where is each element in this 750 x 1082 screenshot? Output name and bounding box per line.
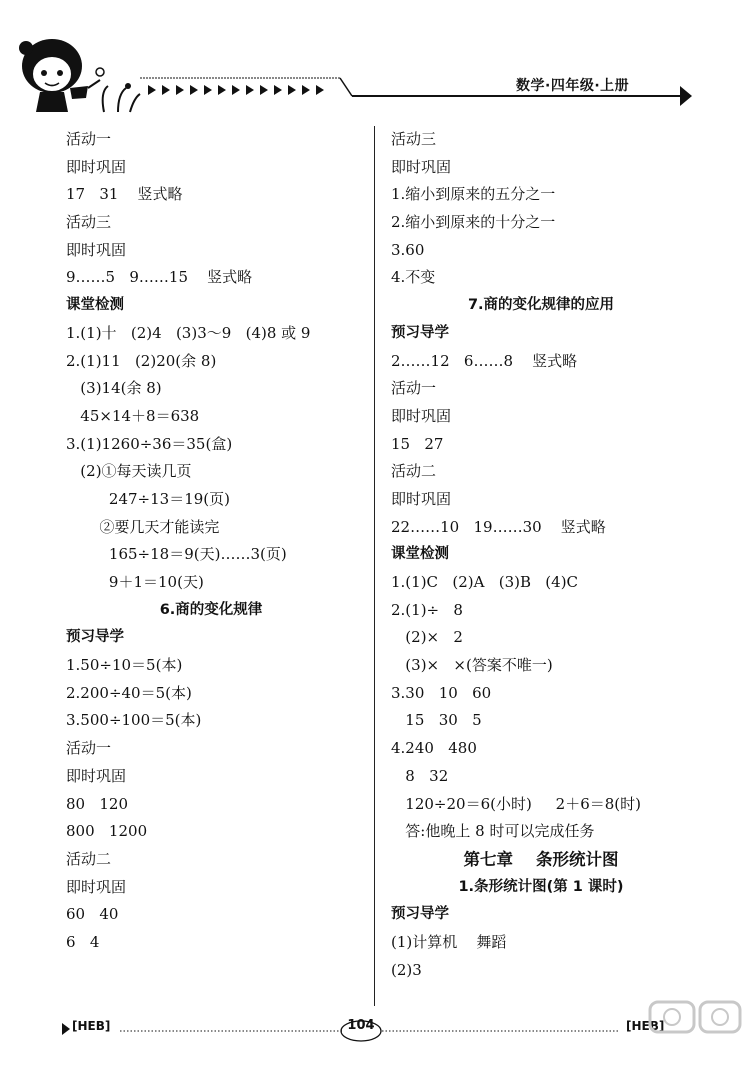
left-line-28: 60 40: [66, 905, 119, 924]
right-line-20: 3.30 10 60: [391, 683, 492, 702]
left-line-14: ②要几天才能读完: [66, 517, 220, 536]
right-line-23: 8 32: [391, 766, 449, 785]
left-line-27: 即时巩固: [66, 877, 127, 896]
right-line-4: 3.60: [391, 240, 425, 259]
right-line-6: 7.商的变化规律的应用: [467, 297, 615, 314]
right-line-21: 15 30 5: [391, 711, 482, 730]
right-line-15: 课堂检测: [391, 546, 449, 563]
right-line-5: 4.不变: [391, 268, 436, 287]
right-line-3: 2.缩小到原来的十分之一: [391, 213, 556, 232]
page-number: 104: [347, 1018, 375, 1033]
footer-right-code: [HEB]: [626, 1019, 665, 1033]
left-line-10: 45×14＋8＝638: [66, 406, 200, 425]
right-line-25: 答:他晚上 8 时可以完成任务: [391, 822, 595, 841]
right-line-9: 活动一: [391, 379, 437, 398]
right-line-8: 2……12 6……8 竖式略: [391, 351, 578, 370]
left-line-3: 活动三: [66, 213, 112, 232]
footer-left-code: [HEB]: [72, 1019, 111, 1033]
left-line-0: 活动一: [66, 130, 112, 148]
left-line-16: 9＋1＝10(天): [66, 573, 204, 591]
left-column: [66, 126, 356, 957]
right-line-16: 1.(1)C (2)A (3)B (4)C: [391, 573, 579, 591]
right-line-14: 22……10 19……30 竖式略: [391, 517, 606, 536]
left-line-23: 即时巩固: [66, 766, 127, 785]
right-line-19: (3)× ×(答案不唯一): [391, 656, 553, 675]
left-line-26: 活动二: [66, 849, 112, 868]
left-line-2: 17 31 竖式略: [66, 185, 183, 204]
left-line-15: 165÷18＝9(天)……3(页): [66, 545, 287, 564]
right-line-27: 1.条形统计图(第 1 课时): [458, 878, 624, 895]
left-line-19: 1.50÷10＝5(本): [66, 656, 183, 675]
right-line-10: 即时巩固: [391, 406, 452, 425]
left-line-9: (3)14(余 8): [66, 379, 162, 398]
left-line-17: 6.商的变化规律: [159, 601, 263, 618]
right-line-18: (2)× 2: [391, 628, 463, 647]
right-line-24: 120÷20＝6(小时) 2＋6＝8(时): [391, 794, 642, 813]
left-line-6: 课堂检测: [66, 297, 124, 314]
watermark-logo-icon: [620, 1000, 745, 1078]
left-line-13: 247÷13＝19(页): [66, 489, 230, 508]
column-divider: [374, 126, 375, 1006]
left-line-29: 6 4: [66, 932, 100, 951]
right-line-0: 活动三: [391, 130, 437, 148]
right-line-13: 即时巩固: [391, 489, 452, 508]
left-line-12: (2)①每天读几页: [66, 462, 192, 481]
left-line-7: 1.(1)十 (2)4 (3)3～9 (4)8 或 9: [66, 323, 311, 342]
right-line-17: 2.(1)÷ 8: [391, 600, 463, 619]
left-line-21: 3.500÷100＝5(本): [66, 711, 202, 730]
right-line-28: 预习导学: [391, 906, 449, 923]
left-line-11: 3.(1)1260÷36＝35(盒): [66, 434, 233, 453]
header-title: 数学·四年级·上册: [516, 78, 630, 94]
right-line-2: 1.缩小到原来的五分之一: [391, 185, 556, 204]
left-line-25: 800 1200: [66, 822, 148, 841]
right-line-26: 第七章 条形统计图: [463, 849, 619, 869]
right-line-30: (2)3: [391, 960, 422, 979]
left-line-22: 活动一: [66, 739, 112, 758]
page-header: [0, 0, 750, 120]
left-line-18: 预习导学: [66, 629, 124, 646]
right-line-11: 15 27: [391, 434, 444, 453]
right-line-12: 活动二: [391, 462, 437, 481]
cartoon-girl-icon: [0, 0, 150, 120]
right-line-29: (1)计算机 舞蹈: [391, 932, 507, 951]
left-line-4: 即时巩固: [66, 240, 127, 259]
right-line-22: 4.240 480: [391, 739, 477, 758]
right-column: [391, 126, 691, 984]
left-line-1: 即时巩固: [66, 157, 127, 176]
right-line-1: 即时巩固: [391, 157, 452, 176]
left-line-24: 80 120: [66, 794, 129, 813]
left-line-5: 9……5 9……15 竖式略: [66, 268, 253, 287]
left-line-20: 2.200÷40＝5(本): [66, 683, 192, 702]
left-line-8: 2.(1)11 (2)20(余 8): [66, 351, 217, 370]
right-line-7: 预习导学: [391, 324, 449, 341]
